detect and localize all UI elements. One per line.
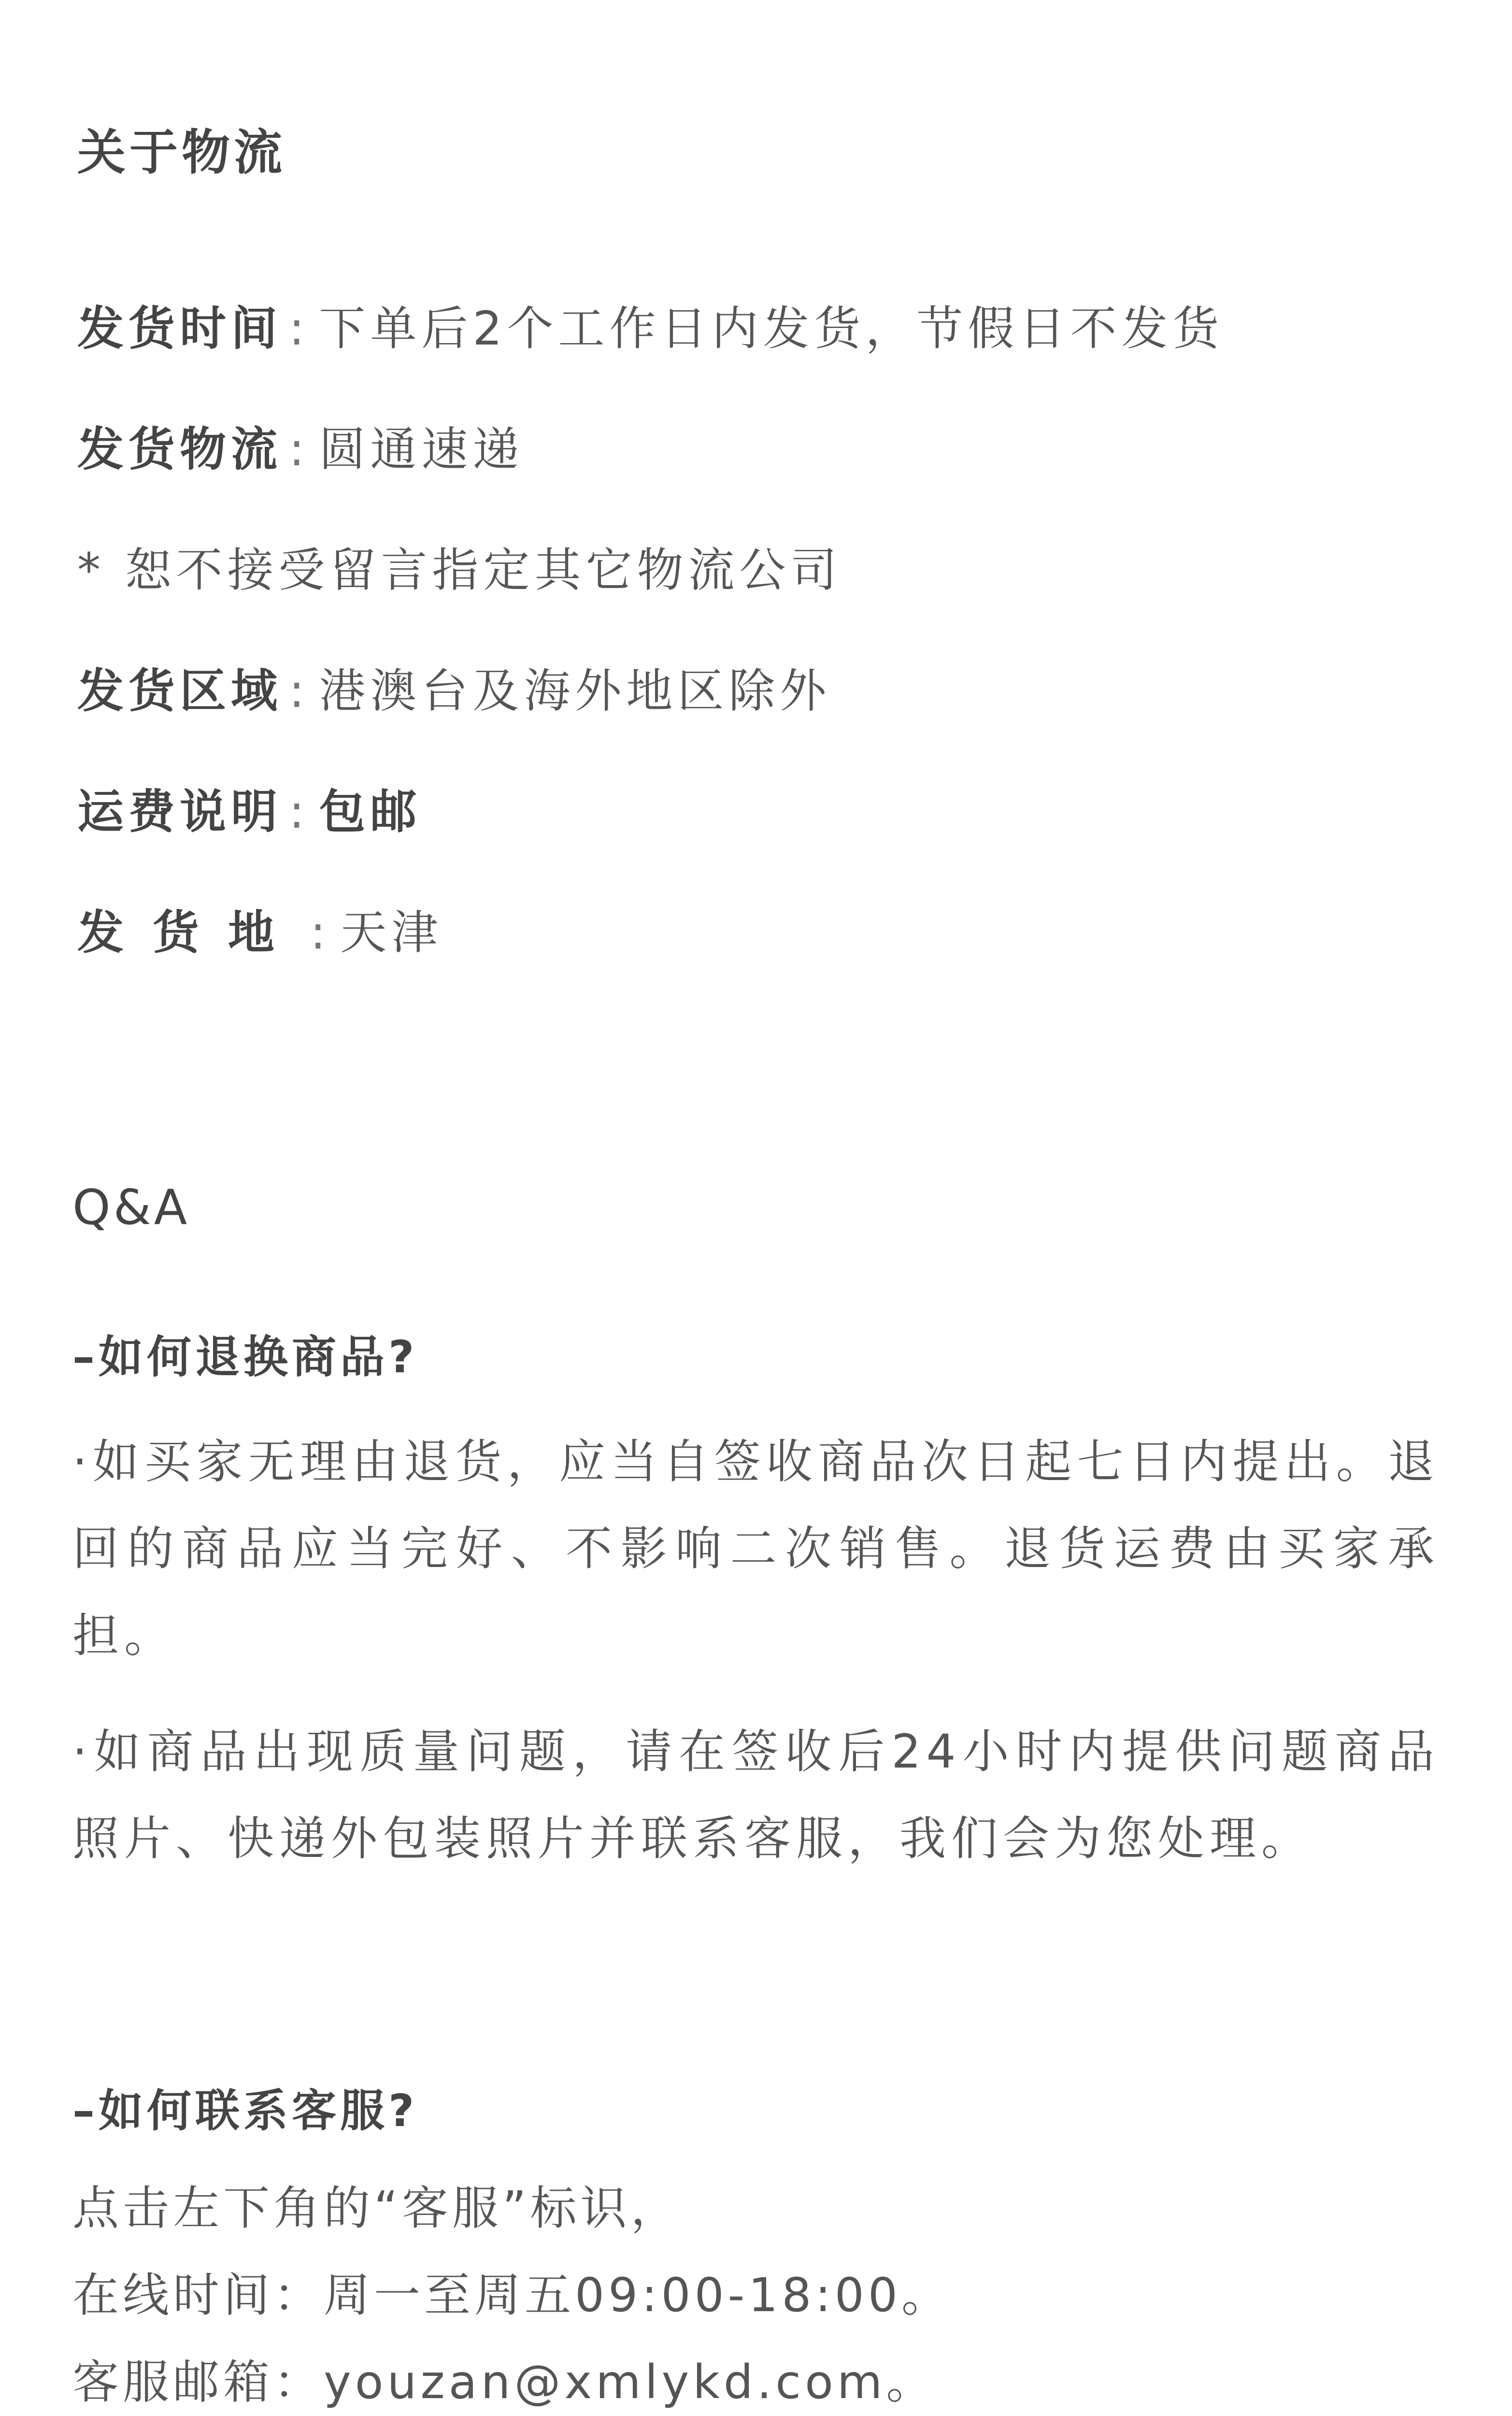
logistics-carrier-note: * 恕不接受留言指定其它物流公司 — [77, 543, 842, 597]
logistics-row-shipping-fee — [77, 783, 421, 841]
row-colon: : — [289, 302, 310, 356]
logistics-row-origin — [77, 904, 442, 962]
row-colon: : — [289, 785, 310, 839]
row-label: 发货区域 — [77, 664, 282, 718]
qa-heading-contact: –如何联系客服? — [72, 2085, 418, 2137]
qa-returns-paragraph-2: ·如商品出现质量问题，请在签收后24小时内提供问题商品照片、快递外包装照片并联系客服，我们会为您处理。 — [72, 1725, 1440, 1866]
qa-returns-paragraph-1: ·如买家无理由退货，应当自签收商品次日起七日内提出。退回的商品应当完好、不影响二次销售。退货运费由买家承担。 — [72, 1435, 1440, 1663]
row-colon: : — [289, 422, 310, 476]
logistics-row-carrier — [77, 420, 524, 478]
qa-contact-line-2: 在线时间：周一至周五09:00-18:00。 — [72, 2268, 952, 2322]
logistics-row-region — [77, 662, 831, 720]
row-label: 发货时间 — [77, 302, 282, 356]
row-value: 下单后2个工作日内发货，节假日不发货 — [319, 302, 1224, 356]
qa-title: Q&A — [72, 1179, 190, 1236]
row-value: 港澳台及海外地区除外 — [319, 664, 831, 718]
row-value: 包邮 — [319, 785, 422, 839]
qa-contact-line-3: 客服邮箱：youzan@xmlykd.com。 — [72, 2355, 937, 2409]
row-value: 圆通速递 — [319, 422, 524, 476]
row-value: 天津 — [340, 906, 443, 960]
logistics-title: 关于物流 — [77, 124, 286, 181]
qa-contact-line-1: 点击左下角的“客服”标识， — [72, 2181, 681, 2235]
qa-heading-returns: –如何退换商品? — [72, 1331, 418, 1383]
logistics-row-ship-time — [77, 300, 1224, 358]
row-label: 运费说明 — [77, 785, 282, 839]
row-label: 发货地 — [77, 906, 303, 960]
row-colon: : — [310, 906, 331, 960]
row-colon: : — [289, 664, 310, 718]
row-label: 发货物流 — [77, 422, 282, 476]
